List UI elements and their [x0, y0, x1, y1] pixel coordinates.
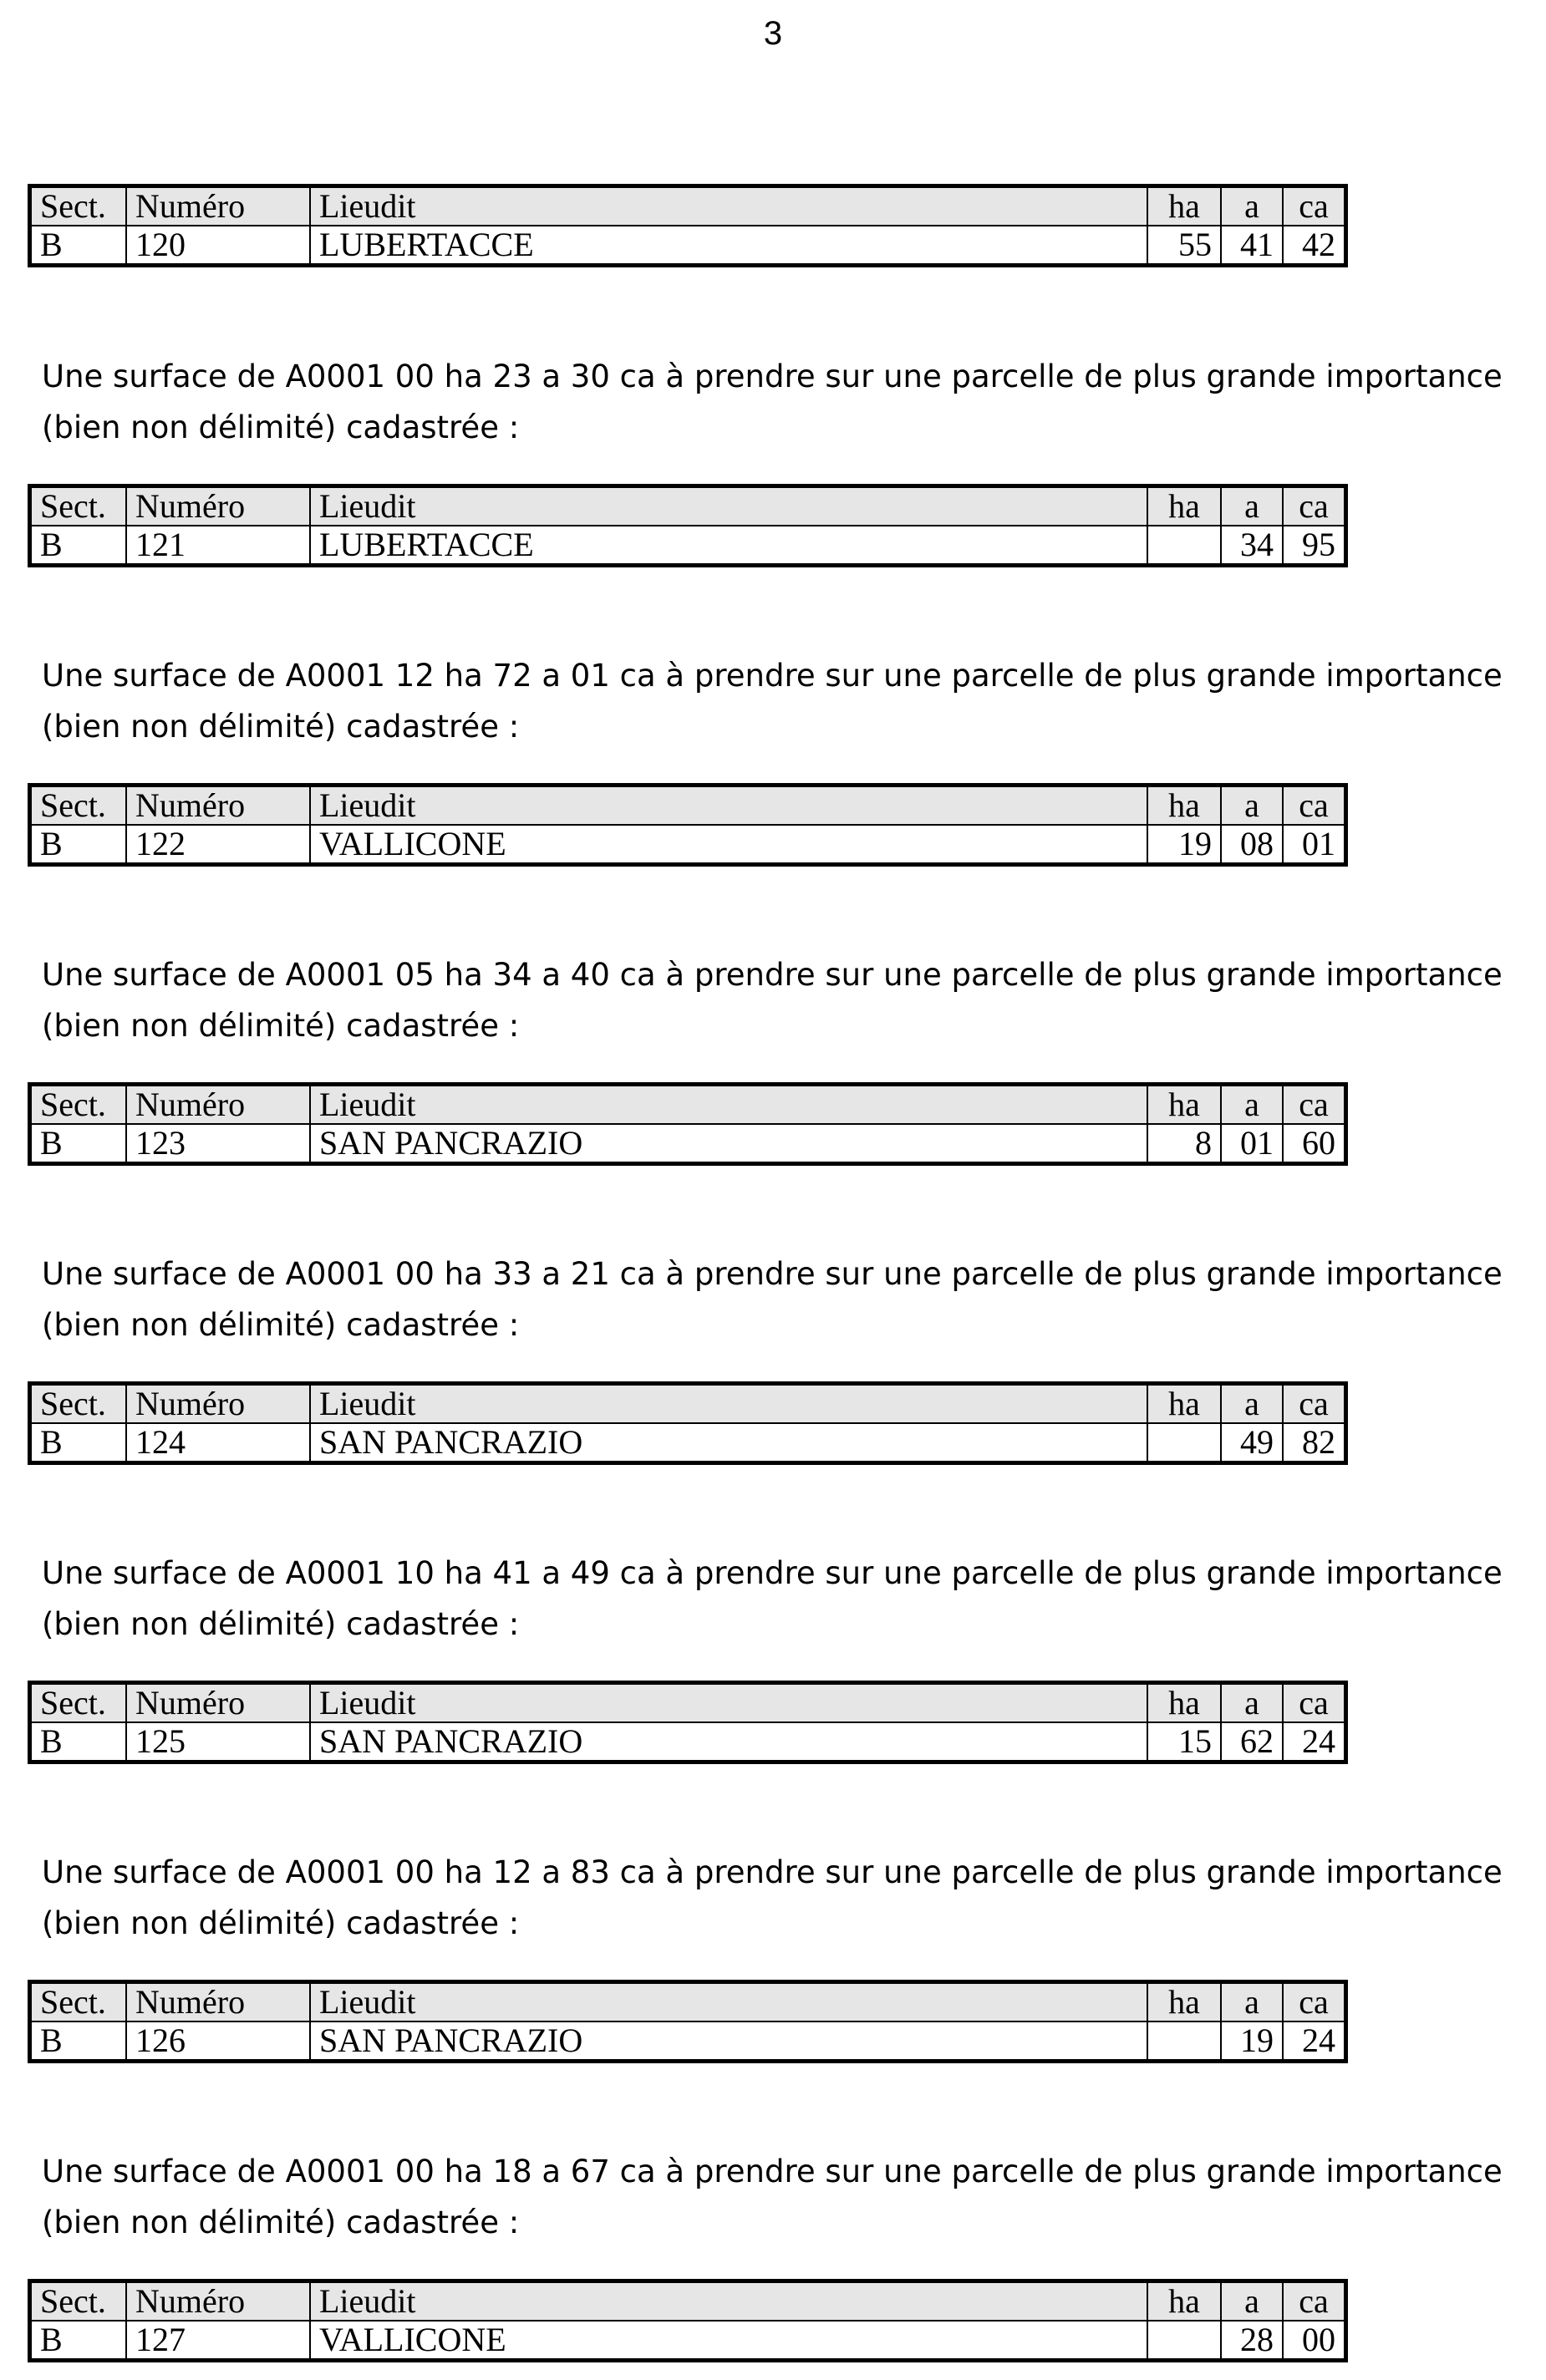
- header-ca: ca: [1283, 186, 1346, 226]
- header-lieudit: Lieudit: [310, 2281, 1147, 2322]
- header-ha: ha: [1147, 1683, 1221, 1723]
- cell-sect: B: [30, 1722, 127, 1762]
- header-ca: ca: [1283, 1384, 1346, 1424]
- header-ca: ca: [1283, 786, 1346, 826]
- header-a: a: [1221, 1384, 1283, 1424]
- header-numero: Numéro: [126, 1683, 310, 1723]
- cell-numero: 121: [126, 526, 310, 566]
- cell-sect: B: [30, 1124, 127, 1164]
- header-ca: ca: [1283, 486, 1346, 526]
- header-sect: Sect.: [30, 486, 127, 526]
- header-a: a: [1221, 2281, 1283, 2322]
- cell-ha: [1147, 2021, 1221, 2062]
- page-number: 3: [763, 15, 783, 52]
- header-numero: Numéro: [126, 1384, 310, 1424]
- header-a: a: [1221, 786, 1283, 826]
- cell-numero: 127: [126, 2321, 310, 2361]
- header-ha: ha: [1147, 486, 1221, 526]
- header-a: a: [1221, 1085, 1283, 1125]
- surface-paragraph: Une surface de A0001 00 ha 23 a 30 ca à prendre sur une parcelle de plus grande importance (bien non délimité) cadastrée :: [42, 359, 1503, 445]
- table-row: [30, 2021, 1346, 2062]
- cell-numero: 120: [126, 226, 310, 266]
- cell-ca: 01: [1283, 825, 1346, 865]
- cell-numero: 124: [126, 1423, 310, 1463]
- header-lieudit: Lieudit: [310, 1085, 1147, 1125]
- cell-numero: 126: [126, 2021, 310, 2062]
- cell-numero: 125: [126, 1722, 310, 1762]
- cell-lieudit: SAN PANCRAZIO: [310, 2021, 1147, 2062]
- table-row: [30, 226, 1346, 266]
- surface-paragraph: Une surface de A0001 00 ha 33 a 21 ca à prendre sur une parcelle de plus grande importance (bien non délimité) cadastrée :: [42, 1256, 1503, 1343]
- cell-ca: 42: [1283, 226, 1346, 266]
- parcel-table: [28, 1082, 1348, 1166]
- cell-lieudit: VALLICONE: [310, 2321, 1147, 2361]
- table-header-row: [30, 186, 1346, 226]
- surface-paragraph: Une surface de A0001 12 ha 72 a 01 ca à prendre sur une parcelle de plus grande importance (bien non délimité) cadastrée :: [42, 658, 1503, 745]
- parcel-table: [28, 783, 1348, 867]
- cell-ca: 82: [1283, 1423, 1346, 1463]
- cell-lieudit: SAN PANCRAZIO: [310, 1124, 1147, 1164]
- cell-a: 08: [1221, 825, 1283, 865]
- cell-ha: 8: [1147, 1124, 1221, 1164]
- header-sect: Sect.: [30, 1384, 127, 1424]
- header-sect: Sect.: [30, 1683, 127, 1723]
- header-sect: Sect.: [30, 1085, 127, 1125]
- table-header-row: [30, 1982, 1346, 2022]
- header-lieudit: Lieudit: [310, 1683, 1147, 1723]
- header-numero: Numéro: [126, 1085, 310, 1125]
- cell-lieudit: SAN PANCRAZIO: [310, 1722, 1147, 1762]
- table-row: [30, 1124, 1346, 1164]
- header-ca: ca: [1283, 1982, 1346, 2022]
- header-numero: Numéro: [126, 186, 310, 226]
- cell-ha: [1147, 2321, 1221, 2361]
- header-a: a: [1221, 1683, 1283, 1723]
- table-header-row: [30, 2281, 1346, 2322]
- cell-lieudit: LUBERTACCE: [310, 226, 1147, 266]
- cell-numero: 122: [126, 825, 310, 865]
- header-sect: Sect.: [30, 786, 127, 826]
- header-a: a: [1221, 1982, 1283, 2022]
- header-sect: Sect.: [30, 186, 127, 226]
- table-header-row: [30, 1085, 1346, 1125]
- table-row: [30, 1423, 1346, 1463]
- cell-lieudit: LUBERTACCE: [310, 526, 1147, 566]
- cell-ca: 24: [1283, 2021, 1346, 2062]
- header-sect: Sect.: [30, 2281, 127, 2322]
- header-ca: ca: [1283, 2281, 1346, 2322]
- cell-lieudit: SAN PANCRAZIO: [310, 1423, 1147, 1463]
- cell-ha: [1147, 526, 1221, 566]
- header-lieudit: Lieudit: [310, 786, 1147, 826]
- parcel-table: [28, 1381, 1348, 1465]
- header-lieudit: Lieudit: [310, 186, 1147, 226]
- cell-ha: [1147, 1423, 1221, 1463]
- header-lieudit: Lieudit: [310, 1982, 1147, 2022]
- header-sect: Sect.: [30, 1982, 127, 2022]
- parcel-table: [28, 184, 1348, 267]
- table-header-row: [30, 1384, 1346, 1424]
- header-ha: ha: [1147, 1085, 1221, 1125]
- header-numero: Numéro: [126, 786, 310, 826]
- header-ha: ha: [1147, 186, 1221, 226]
- cell-a: 19: [1221, 2021, 1283, 2062]
- cell-a: 01: [1221, 1124, 1283, 1164]
- surface-paragraph: Une surface de A0001 05 ha 34 a 40 ca à prendre sur une parcelle de plus grande importance (bien non délimité) cadastrée :: [42, 957, 1503, 1044]
- header-numero: Numéro: [126, 1982, 310, 2022]
- cell-sect: B: [30, 1423, 127, 1463]
- table-row: [30, 825, 1346, 865]
- cell-a: 62: [1221, 1722, 1283, 1762]
- header-lieudit: Lieudit: [310, 486, 1147, 526]
- cell-ca: 24: [1283, 1722, 1346, 1762]
- cell-sect: B: [30, 825, 127, 865]
- table-header-row: [30, 1683, 1346, 1723]
- header-ha: ha: [1147, 786, 1221, 826]
- parcel-table: [28, 1681, 1348, 1764]
- parcel-table: [28, 1980, 1348, 2063]
- cell-ha: 19: [1147, 825, 1221, 865]
- header-ha: ha: [1147, 1384, 1221, 1424]
- table-row: [30, 2321, 1346, 2361]
- header-lieudit: Lieudit: [310, 1384, 1147, 1424]
- surface-paragraph: Une surface de A0001 00 ha 12 a 83 ca à prendre sur une parcelle de plus grande importance (bien non délimité) cadastrée :: [42, 1854, 1503, 1941]
- header-a: a: [1221, 186, 1283, 226]
- cell-numero: 123: [126, 1124, 310, 1164]
- parcel-table: [28, 2279, 1348, 2362]
- cell-ha: 55: [1147, 226, 1221, 266]
- header-ha: ha: [1147, 1982, 1221, 2022]
- header-ha: ha: [1147, 2281, 1221, 2322]
- parcel-table: [28, 484, 1348, 567]
- header-ca: ca: [1283, 1683, 1346, 1723]
- table-row: [30, 1722, 1346, 1762]
- table-header-row: [30, 786, 1346, 826]
- header-numero: Numéro: [126, 486, 310, 526]
- cell-ha: 15: [1147, 1722, 1221, 1762]
- header-a: a: [1221, 486, 1283, 526]
- cell-a: 41: [1221, 226, 1283, 266]
- cell-sect: B: [30, 526, 127, 566]
- cell-lieudit: VALLICONE: [310, 825, 1147, 865]
- cell-ca: 00: [1283, 2321, 1346, 2361]
- cell-sect: B: [30, 2321, 127, 2361]
- cell-a: 49: [1221, 1423, 1283, 1463]
- cell-ca: 95: [1283, 526, 1346, 566]
- cell-sect: B: [30, 226, 127, 266]
- surface-paragraph: Une surface de A0001 00 ha 18 a 67 ca à prendre sur une parcelle de plus grande importance (bien non délimité) cadastrée :: [42, 2154, 1503, 2240]
- header-ca: ca: [1283, 1085, 1346, 1125]
- cell-sect: B: [30, 2021, 127, 2062]
- table-header-row: [30, 486, 1346, 526]
- cell-ca: 60: [1283, 1124, 1346, 1164]
- cell-a: 34: [1221, 526, 1283, 566]
- header-numero: Numéro: [126, 2281, 310, 2322]
- table-row: [30, 526, 1346, 566]
- cell-a: 28: [1221, 2321, 1283, 2361]
- surface-paragraph: Une surface de A0001 10 ha 41 a 49 ca à prendre sur une parcelle de plus grande importance (bien non délimité) cadastrée :: [42, 1555, 1503, 1642]
